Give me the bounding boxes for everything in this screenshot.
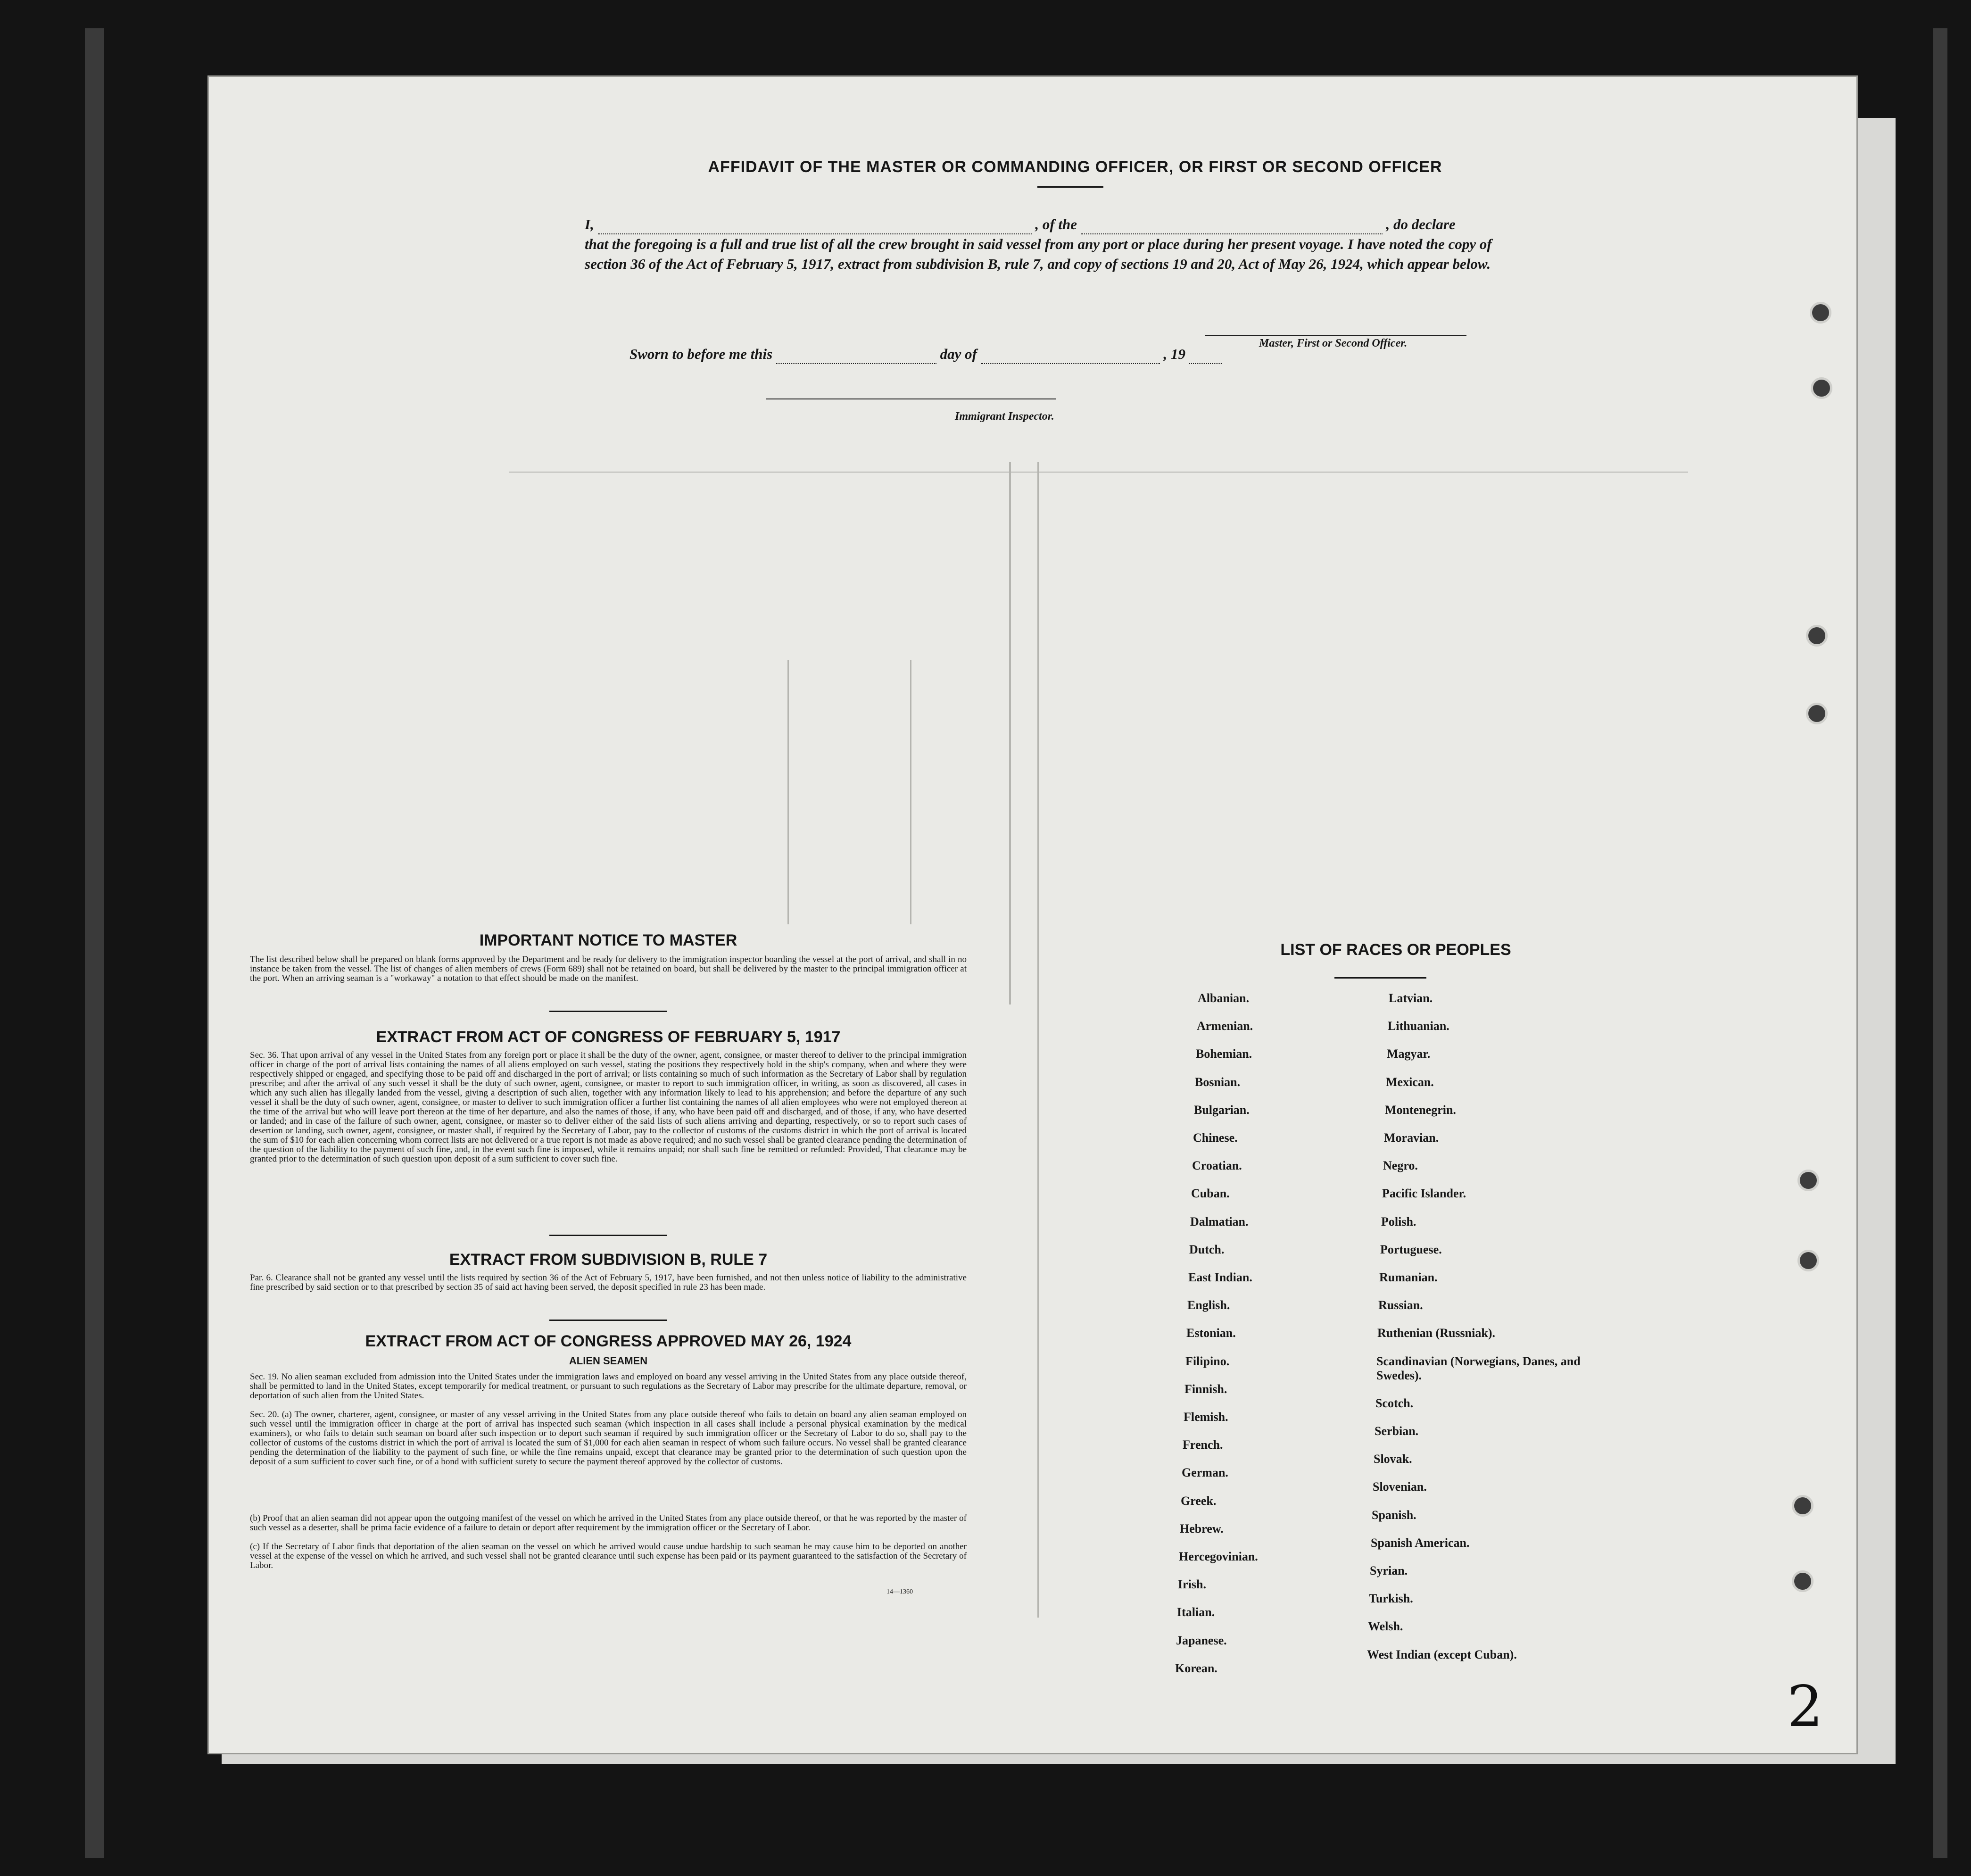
race-list-item: German. — [1182, 1466, 1228, 1480]
race-list-item: Croatian. — [1192, 1159, 1242, 1173]
race-list-item: Spanish American. — [1371, 1536, 1470, 1550]
race-list-item: Flemish. — [1184, 1410, 1228, 1424]
race-list-item: Slovenian. — [1373, 1480, 1427, 1494]
affidavit-declaration-line — [585, 215, 1528, 234]
race-list-item: Bosnian. — [1195, 1075, 1241, 1089]
notice-body: The list described below shall be prepared on blank forms approved by the Department and be ready for delivery to the immigration inspector boarding the vessel at the port of arrival, and shall in no instance be taken from the vessel. The list of changes of alien members of crews (Form 689) shall not be retained on board, but shall be delivered by the master to the principal immigration officer at the port. When an arriving seaman is a "workaway" a notation to that effect should be made on the manifest. — [250, 955, 967, 983]
race-list-item: Armenian. — [1197, 1019, 1253, 1033]
race-list-item: Bulgarian. — [1194, 1103, 1250, 1117]
extract-1924-sec19: Sec. 19. No alien seaman excluded from admission into the United States under the immigration laws and employed on board any vessel arriving in the United States from any place outside thereof, shall be permitted to land in the United States, except temporarily for medical treatment, or pursuant to such regulations as the Secretary of Labor may prescribe for the ultimate departure, removal, or deportation of such alien from the United States. — [250, 1372, 967, 1401]
race-list-item: Slovak. — [1374, 1452, 1412, 1466]
bleed-through-rule — [787, 660, 789, 924]
extract-rule7-body: Par. 6. Clearance shall not be granted any vessel until the lists required by section 36 of the Act of February 5, 1917, have been furnished, and not then unless notice of liability to the administrative fine prescribed by said section or to that prescribed by section 35 of said act having been served, the deposit specified in rule 23 has been made. — [250, 1273, 967, 1292]
extract-1924-sec20c: (c) If the Secretary of Labor finds that deportation of the alien seaman on the vessel on which he arrived would cause undue hardship to such seaman he may cause him to be deported on another vessel at the expense of the vessel on which he arrived, and such vessel shall not be granted clearance until such expense has been paid or its payment guaranteed to the satisfaction of the Secretary of Labor. — [250, 1542, 967, 1570]
extract-1924-title: EXTRACT FROM ACT OF CONGRESS APPROVED MAY 26, 1924 — [365, 1332, 852, 1350]
race-list-item: Lithuanian. — [1388, 1019, 1449, 1033]
extract-1917-title: EXTRACT FROM ACT OF CONGRESS OF FEBRUARY 5, 1917 — [376, 1028, 841, 1046]
do-declare-label: , do declare — [1386, 216, 1456, 232]
section-rule — [549, 1235, 667, 1236]
day-of-label: day of — [940, 346, 977, 362]
races-title: LIST OF RACES OR PEOPLES — [1280, 941, 1511, 959]
year-prefix: , 19 — [1163, 346, 1185, 362]
race-list-item: East Indian. — [1188, 1270, 1252, 1284]
race-list-item: English. — [1187, 1298, 1230, 1312]
race-list-item: Dalmatian. — [1190, 1214, 1249, 1229]
inspector-caption: Immigrant Inspector. — [955, 410, 1054, 423]
alien-seamen-subtitle: ALIEN SEAMEN — [569, 1355, 648, 1367]
race-list-item: French. — [1183, 1438, 1223, 1452]
notice-title: IMPORTANT NOTICE TO MASTER — [479, 931, 737, 949]
race-list-item: Russian. — [1378, 1298, 1423, 1312]
race-list-item: Magyar. — [1387, 1047, 1431, 1061]
extract-1924-sec20a: Sec. 20. (a) The owner, charterer, agent, consignee, or master of any vessel arriving in the United States from any place outside thereof who fails to detain on board any alien seaman employed on such vessel until the immigration officer in charge at the port of arrival has inspected such seaman (which inspection in all cases shall include a personal physical examination by the medical examiners), or who fails to detain such seaman on board after such inspection or to deport such seaman if required by such immigration officer or the Secretary of Labor to do so, shall pay to the collector of customs of the customs district in which the port of arrival is located the sum of $1,000 for each alien seaman in respect of whom such failure occurs. No vessel shall be granted clearance pending the determination of the liability to the payment of such fine, or while the fine remains unpaid, except that clearance may be granted prior to the determination of such question upon the deposit of a sum sufficient to cover such fine, or of a bond with sufficient surety to secure the payment thereof approved by the collector of customs. — [250, 1410, 967, 1467]
bleed-through-rule — [1009, 462, 1011, 1004]
i-label: I, — [585, 216, 594, 232]
film-frame-right — [1933, 28, 1947, 1858]
race-list-item: Italian. — [1177, 1605, 1215, 1619]
race-list-item: Latvian. — [1389, 991, 1433, 1005]
extract-1917-body: Sec. 36. That upon arrival of any vessel in the United States from any foreign port or place it shall be the duty of the owner, agent, consignee, or master thereof to deliver to the principal immigration officer in charge of the port of arrival lists containing the names of all aliens employed on such vessel, stating the positions they respectively hold in the ship's company, when and where they were respectively shipped or engaged, and specifying those to be paid off and discharged in the port of arrival; or lists containing so much of such information as the Secretary of Labor shall by regulation prescribe; and after the arrival of any such vessel it shall be the duty of such owner, agent, consignee, or master to report to such immigration officer, in writing, as soon as discovered, all cases in which any such alien has illegally landed from the vessel, giving a description of such alien, together with any information likely to lead to his apprehension; and before the departure of any such vessel it shall be the duty of such owner, agent, consignee, or master to deliver to such immigration officer a further list containing the names of all alien employees who were not employed thereon at the time of the arrival but who will leave port thereon at the time of her departure, and also the names of those, if any, who have been paid off and discharged, and of those, if any, who have deserted or landed; and in case of the failure of such owner, agent, consignee, or master so to deliver either of the said lists of such aliens arriving and departing, respectively, or so to report such cases of desertion or landing, such owner, agent, consignee, or master shall, if required by the Secretary of Labor, pay to the collector of customs of the customs district in which the port of arrival is located the sum of $10 for each alien concerning whom correct lists are not delivered or a true report is not made as above required; and no such vessel shall be granted clearance pending the determination of the question of the liability to the payment of such fine, and, in the event such fine is imposed, while it remains unpaid; nor shall such fine be remitted or refunded: Provided, That clearance may be granted prior to the determination of such question upon deposit of a sum sufficient to cover such fine. — [250, 1050, 967, 1164]
form-sheet — [207, 75, 1858, 1754]
race-list-item: Filipino. — [1185, 1354, 1230, 1368]
officer-signature-line[interactable] — [1205, 335, 1466, 336]
race-list-item: Hebrew. — [1180, 1521, 1224, 1536]
sworn-line — [629, 344, 1573, 364]
of-the-label: , of the — [1035, 216, 1077, 232]
race-list-item: Portuguese. — [1380, 1242, 1442, 1256]
race-list-item: Negro. — [1383, 1159, 1418, 1173]
race-list-item: Scandinavian (Norwegians, Danes, and Swedes). — [1376, 1354, 1581, 1382]
race-list-item: Pacific Islander. — [1382, 1187, 1466, 1201]
races-title-rule — [1334, 977, 1426, 979]
section-rule — [549, 1320, 667, 1321]
race-list-item: West Indian (except Cuban). — [1367, 1647, 1517, 1661]
film-frame-left — [85, 28, 104, 1858]
race-list-item: Mexican. — [1386, 1075, 1434, 1089]
binder-hole — [1797, 1250, 1819, 1271]
race-list-item: Welsh. — [1368, 1619, 1403, 1634]
binder-hole — [1797, 1170, 1819, 1191]
bleed-through-rule — [509, 472, 1688, 473]
form-code: 14—1360 — [886, 1588, 913, 1595]
affidavit-title: AFFIDAVIT OF THE MASTER OR COMMANDING OFFICER, OR FIRST OR SECOND OFFICER — [708, 158, 1442, 176]
bleed-through-rule — [1037, 462, 1039, 1618]
section-rule — [549, 1011, 667, 1012]
race-list-item: Polish. — [1381, 1214, 1416, 1229]
race-list-item: Finnish. — [1184, 1382, 1227, 1396]
extract-1924-sec20b: (b) Proof that an alien seaman did not appear upon the outgoing manifest of the vessel on which he arrived in the United States from any place outside thereof, or that he was reported by the master of such vessel as a deserter, shall be prima facie evidence of a failure to detain or deport after requirement by the immigration officer or the Secretary of Labor. — [250, 1513, 967, 1533]
race-list-item: Korean. — [1175, 1661, 1217, 1675]
race-list-item: Japanese. — [1176, 1633, 1227, 1647]
race-list-item: Albanian. — [1198, 991, 1250, 1005]
race-list-item: Ruthenian (Russniak). — [1377, 1326, 1495, 1340]
race-list-item: Cuban. — [1191, 1187, 1230, 1201]
inspector-signature-line[interactable] — [766, 398, 1056, 399]
race-list-item: Greek. — [1181, 1494, 1217, 1508]
title-rule — [1037, 186, 1103, 188]
sworn-label: Sworn to before me this — [629, 346, 773, 362]
affidavit-body: that the foregoing is a full and true list of all the crew brought in said vessel from any port or place during her present voyage. I have noted the copy of section 36 of the Act of February 5, 1917, extract from subdivision B, rule 7, and copy of sections 19 and 20, Act of May 26, 1924, which appear below. — [585, 236, 1492, 272]
race-list-item: Scotch. — [1375, 1396, 1414, 1410]
binder-hole — [1806, 625, 1828, 647]
race-list-item: Syrian. — [1370, 1564, 1408, 1577]
race-list-item: Estonian. — [1186, 1326, 1236, 1340]
bleed-through-rule — [910, 660, 911, 924]
race-list-item: Irish. — [1178, 1577, 1206, 1592]
race-list-item: Serbian. — [1375, 1424, 1419, 1438]
handwritten-page-number: 2 — [1787, 1674, 1823, 1740]
binder-hole — [1811, 377, 1832, 399]
race-list-item: Moravian. — [1384, 1131, 1439, 1145]
binder-hole — [1806, 703, 1828, 724]
binder-hole — [1810, 302, 1831, 324]
binder-hole — [1792, 1570, 1814, 1592]
race-list-item: Chinese. — [1193, 1131, 1238, 1145]
race-list-item: Montenegrin. — [1385, 1103, 1456, 1117]
sworn-month-blank[interactable] — [981, 363, 1160, 364]
binder-hole — [1792, 1495, 1814, 1517]
race-list-item: Hercegovinian. — [1179, 1550, 1258, 1563]
sworn-day-blank[interactable] — [776, 363, 936, 364]
race-list-item: Spanish. — [1372, 1508, 1416, 1522]
officer-caption: Master, First or Second Officer. — [1259, 337, 1408, 349]
race-list-item: Dutch. — [1189, 1242, 1225, 1256]
race-list-item: Turkish. — [1369, 1592, 1413, 1606]
sworn-year-blank[interactable] — [1189, 363, 1222, 364]
extract-rule7-title: EXTRACT FROM SUBDIVISION B, RULE 7 — [449, 1251, 768, 1269]
race-list-item: Bohemian. — [1196, 1047, 1252, 1061]
race-list-item: Rumanian. — [1379, 1270, 1438, 1284]
